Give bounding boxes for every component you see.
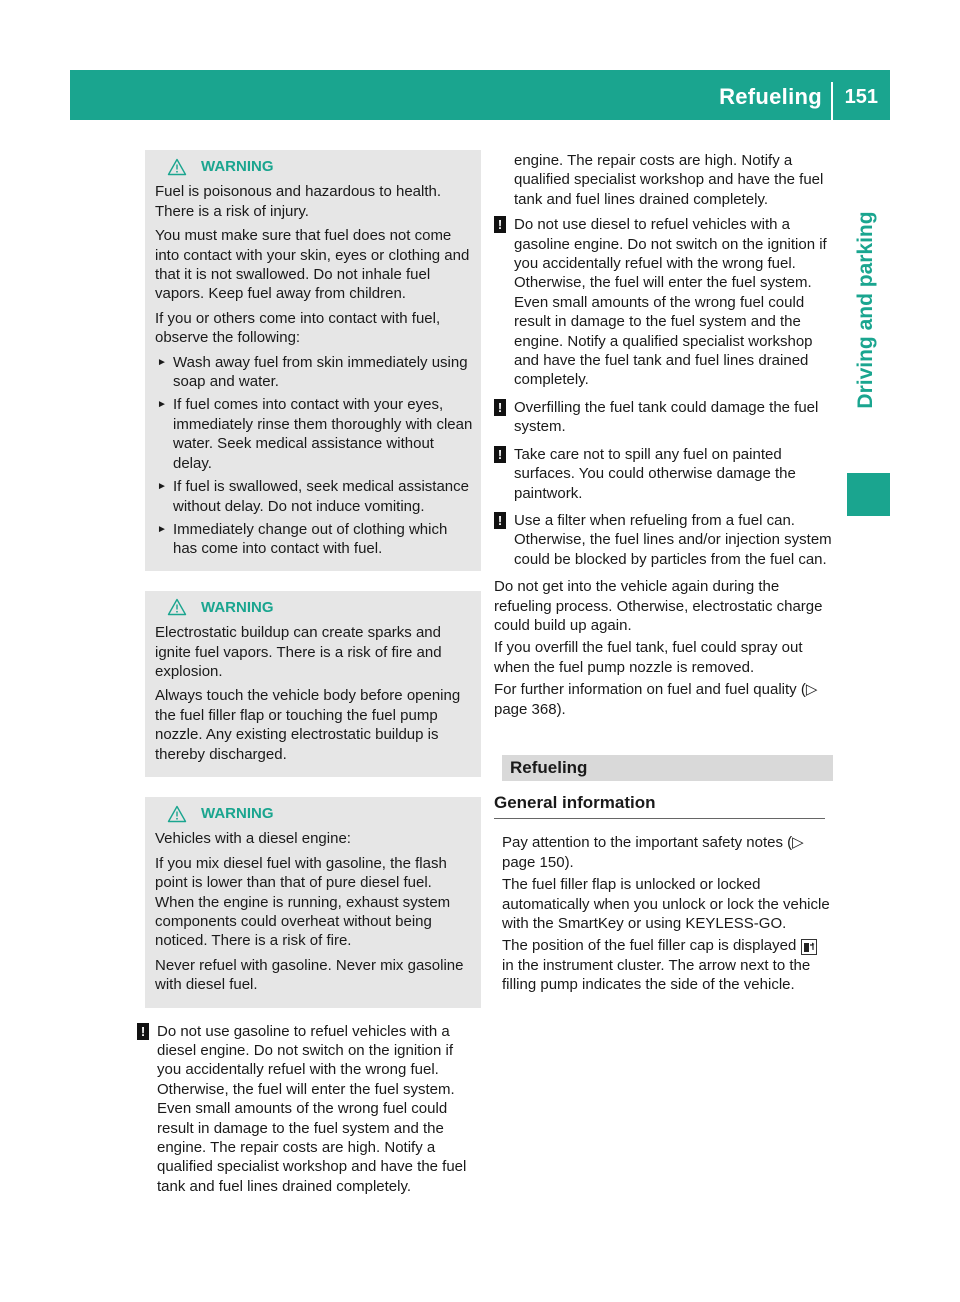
paragraph: For further information on fuel and fuel quality (▷ page 368). [494, 681, 818, 718]
warning-label: WARNING [201, 158, 274, 175]
left-column [140, 150, 481, 1195]
note-diesel-gasoline [137, 1022, 481, 1195]
paragraph: If you overfill the fuel tank, fuel could spray out when the fuel pump nozzle is removed. [494, 639, 803, 676]
section-title: Refueling [510, 757, 588, 777]
paragraph [502, 936, 834, 994]
exclamation-icon: ! [494, 399, 506, 416]
bullet-item [155, 395, 473, 473]
warning-heading [167, 598, 473, 617]
warning-text: You must make sure that fuel does not come into contact with your skin, eyes or clothing and that it is not swallowed. Do not inhale fuel vapors. Keep fuel away from children. [155, 227, 470, 303]
warning-text: Fuel is poisonous and hazardous to health. There is a risk of injury. [155, 183, 442, 220]
note-item [494, 511, 834, 569]
exclamation-icon: ! [494, 512, 506, 529]
exclamation-icon: ! [494, 216, 506, 233]
warning-heading [167, 804, 473, 823]
header-bar [70, 70, 890, 120]
warning-label: WARNING [201, 804, 274, 822]
bullet-item [155, 520, 473, 559]
warning-triangle-icon [167, 598, 187, 616]
note-text: Use a filter when refueling from a fuel can. Otherwise, the fuel lines and/or injection system could be blocked by particles from the fuel can. [514, 511, 832, 568]
bullet-item [155, 353, 473, 392]
warning-text: If you or others come into contact with fuel, observe the following: [155, 309, 441, 347]
header-title: Refueling [719, 84, 822, 109]
note-item [494, 445, 834, 503]
note-continuation: engine. The repair costs are high. Notify a qualified specialist workshop and have the fuel tank and fuel lines drained completely. [514, 152, 824, 208]
warning-text: Always touch the vehicle body before opening the fuel filler flap or touching the fuel pump nozzle. Any existing electrostatic buildup is thereby discharged. [155, 687, 461, 763]
note-item [494, 215, 834, 390]
side-tab-marker [847, 473, 890, 516]
warning-text: Electrostatic buildup can create sparks and ignite fuel vapors. There is a risk of fire and explosion. [155, 624, 442, 680]
exclamation-icon: ! [494, 446, 506, 463]
note-text: Take care not to spill any fuel on painted surfaces. You could otherwise damage the paintwork. [514, 445, 796, 502]
paragraph: The fuel filler flap is unlocked or locked automatically when you unlock or lock the vehicle with the SmartKey or using KEYLESS-GO. [502, 876, 830, 932]
paragraph: Pay attention to the important safety notes (▷ page 150). [502, 834, 804, 871]
bullet-icon: ► [157, 399, 167, 411]
bullet-icon: ► [157, 481, 167, 493]
bullet-text: If fuel is swallowed, seek medical assistance without delay. Do not induce vomiting. [173, 478, 469, 515]
page-number: 151 [844, 86, 878, 108]
note-text: Do not use gasoline to refuel vehicles with a diesel engine. Do not switch on the ignition if you accidentally refuel with the wrong fuel. Otherwise, the fuel will enter the fuel system. Even small amounts of the wrong fuel could result in damage to the fuel system and the engine. The repair costs are high. Notify a qualified specialist workshop and have the fuel tank and fuel lines drained completely. [157, 1022, 467, 1195]
note-text: Do not use diesel to refuel vehicles with a gasoline engine. Do not switch on the ignition if you accidentally refuel with the wrong fuel. Otherwise, the fuel will enter the fuel system. Even small amounts of the wrong fuel could result in damage to the fuel system and the engine. Notify a qualified specialist workshop and have the fuel tank and fuel lines drained completely. [514, 216, 827, 389]
paragraph: Do not get into the vehicle again during the refueling process. Otherwise, electrostatic charge could build up again. [494, 578, 823, 634]
bullet-text: If fuel comes into contact with your eyes, immediately rinse them thoroughly with clean water. Seek medical assistance without delay. [173, 396, 473, 472]
side-tab [847, 160, 890, 460]
subsection-title: General information [494, 793, 825, 819]
warning-label: WARNING [201, 598, 274, 616]
bullet-icon: ► [157, 356, 167, 368]
warning-text: If you mix diesel fuel with gasoline, the flash point is lower than that of pure diesel fuel. When the engine is running, exhaust system components could overheat without being noticed. There is a risk of fire. [155, 854, 451, 950]
bullet-icon: ► [157, 523, 167, 535]
paragraph-text: The position of the fuel filler cap is displayed [502, 937, 797, 955]
warning-box-electrostatic [145, 591, 481, 777]
section-title-bar [502, 755, 833, 781]
warning-text: Never refuel with gasoline. Never mix gasoline with diesel fuel. [155, 956, 464, 994]
side-tab-label: Driving and parking [854, 211, 877, 409]
bullet-text: Immediately change out of clothing which has come into contact with fuel. [173, 520, 448, 558]
warning-triangle-icon [167, 805, 187, 823]
warning-text: Vehicles with a diesel engine: [155, 830, 351, 848]
right-column [494, 151, 834, 998]
bullet-item [155, 477, 473, 516]
exclamation-icon: ! [137, 1023, 149, 1040]
warning-triangle-icon [167, 158, 187, 176]
bullet-text: Wash away fuel from skin immediately using soap and water. [173, 353, 468, 391]
warning-box-diesel [145, 797, 481, 1008]
warning-box-fuel-hazard [145, 150, 481, 571]
warning-heading [167, 157, 473, 176]
note-text: Overfilling the fuel tank could damage the fuel system. [514, 398, 819, 436]
note-item [494, 398, 834, 437]
header-divider [831, 82, 833, 120]
paragraph-text: in the instrument cluster. The arrow next to the filling pump indicates the side of the vehicle. [502, 956, 811, 994]
fuel-pump-icon [801, 939, 817, 955]
